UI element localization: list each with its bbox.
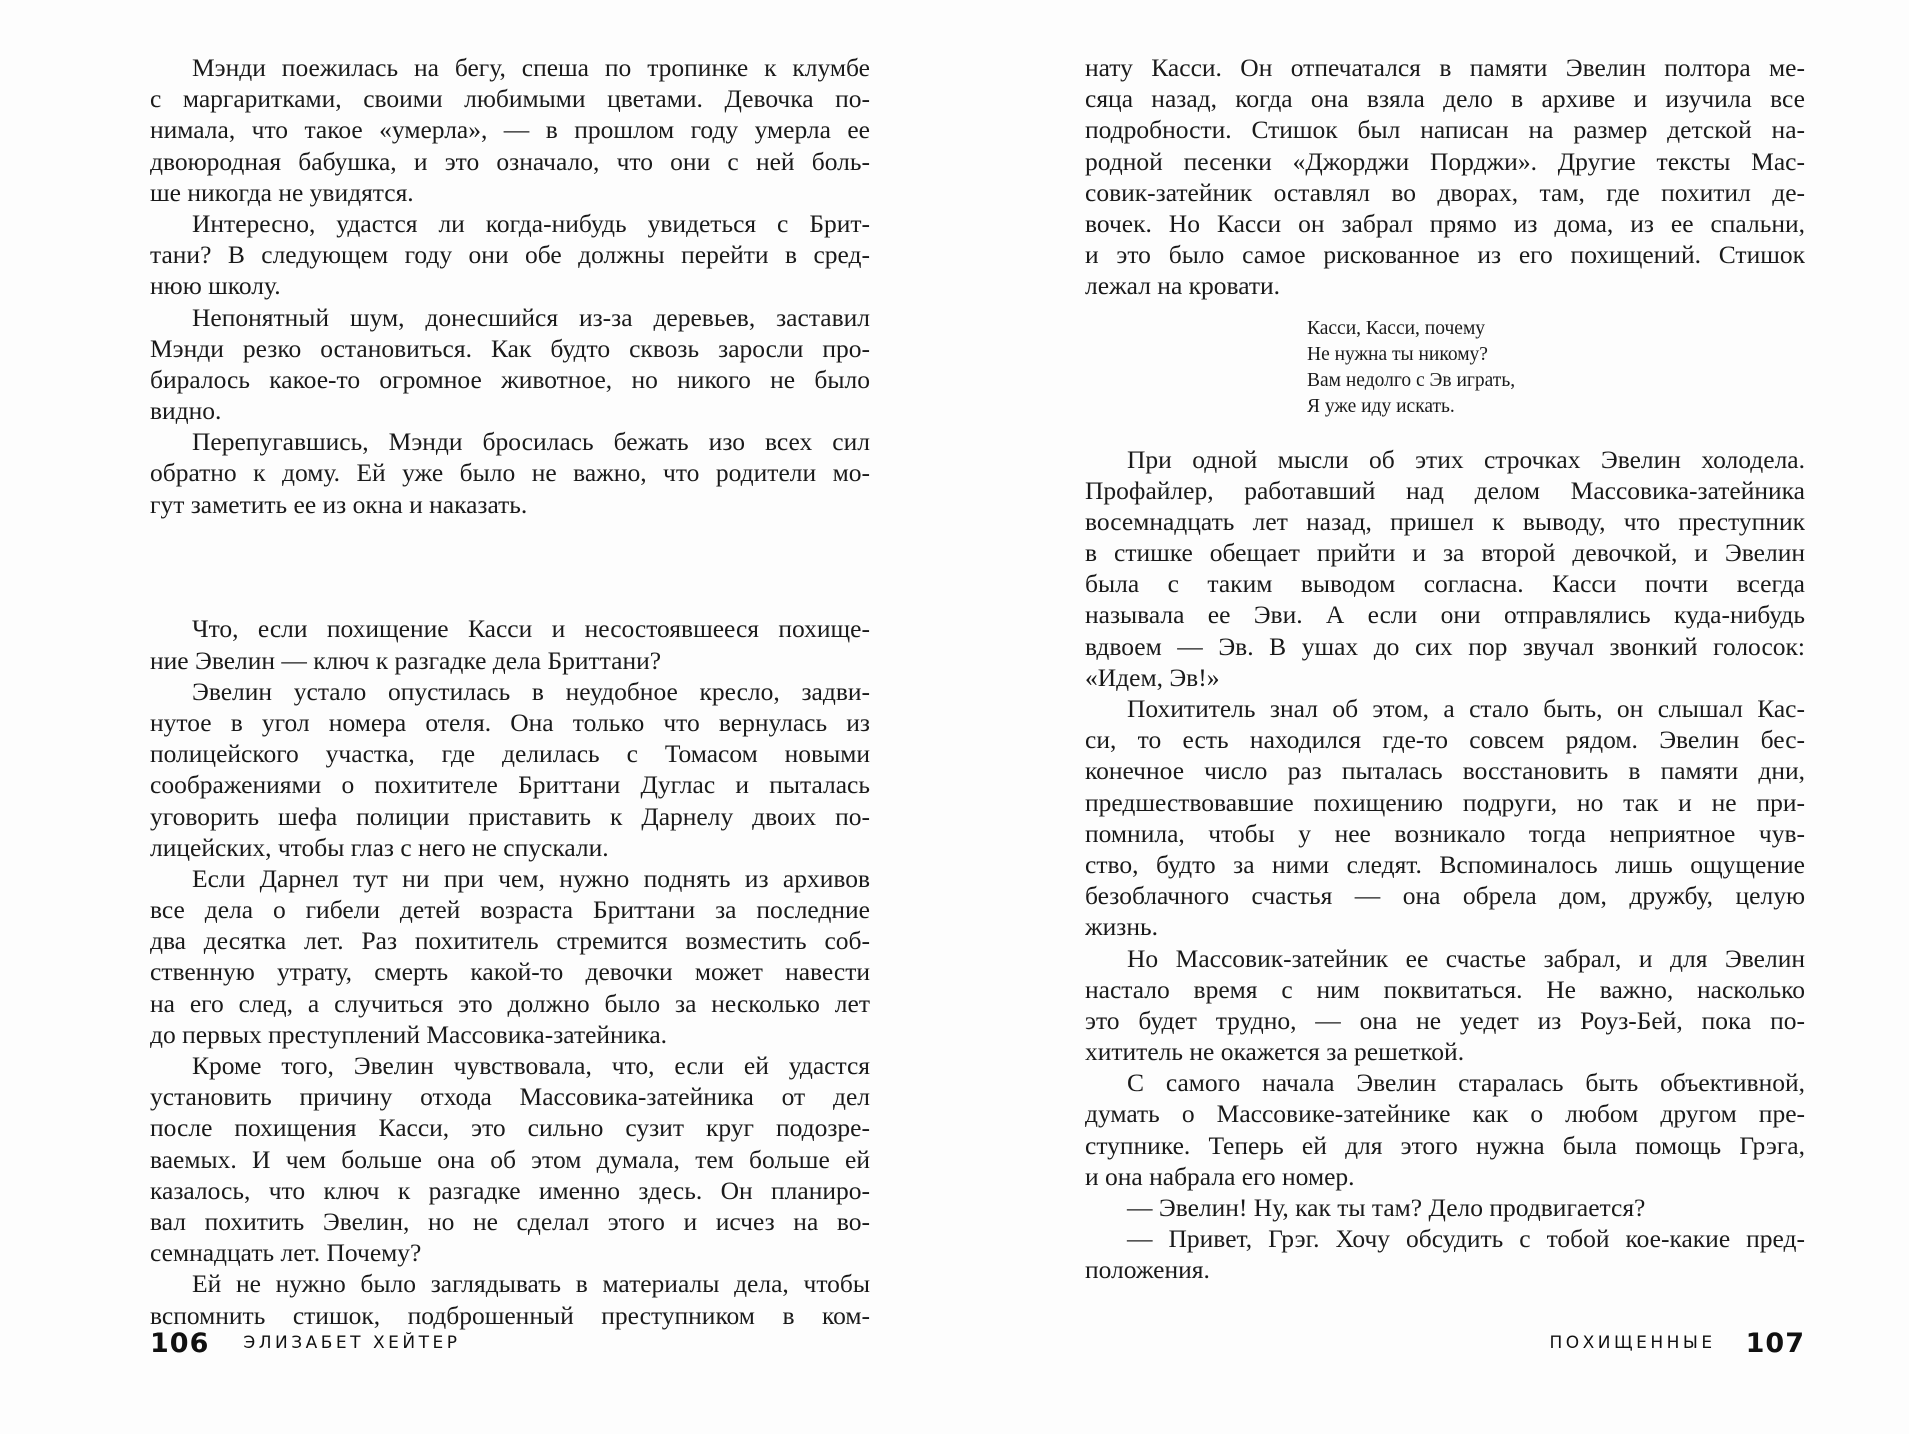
text-line: сяца назад, когда она взяла дело в архиве и изучила все	[1085, 84, 1805, 114]
text-line: вочек. Но Касси он забрал прямо из дома, из ее спальни,	[1085, 208, 1805, 238]
section-break	[150, 520, 870, 614]
poem	[1307, 316, 1805, 420]
text-line: помнила, чтобы у нее возникало тогда неприятное чув-	[1085, 818, 1805, 848]
left-page	[150, 52, 870, 1331]
text-line: При одной мысли об этих строчках Эвелин холодела.	[1127, 444, 1805, 474]
text-line: казалось, что ключ к разгадке именно здесь. Он планиро-	[150, 1175, 870, 1205]
text-line: си, то есть находился где-то совсем рядом. Эвелин бес-	[1085, 725, 1805, 755]
text-line: жизнь.	[1085, 912, 1158, 942]
running-head-title: ПОХИЩЕННЫЕ	[1549, 1333, 1716, 1353]
text-line: видно.	[150, 396, 222, 426]
text-line: думать о Массовике-затейнике как о любом другом пре-	[1085, 1099, 1805, 1129]
text-line: и она набрала его номер.	[1085, 1161, 1355, 1191]
text-line: называла ее Эви. А если они отправлялись куда-нибудь	[1085, 600, 1805, 630]
text-line: после похищения Касси, это сильно сузит круг подозре-	[150, 1113, 870, 1143]
text-line: все дела о гибели детей возраста Бриттани за последние	[150, 895, 870, 925]
text-line: — Эвелин! Ну, как ты там? Дело продвигается?	[1127, 1193, 1646, 1222]
text-line: Что, если похищение Касси и несостоявшееся похище-	[192, 614, 870, 644]
text-line: уговорить шефа полиции приставить к Дарнелу двоих по-	[150, 801, 870, 831]
left-page-footer	[150, 1328, 460, 1358]
text-line: в стишке обещает прийти и за второй девочкой, и Эвелин	[1085, 538, 1805, 568]
running-head-author: ЭЛИЗАБЕТ ХЕЙТЕР	[243, 1333, 461, 1353]
text-line: нюю школу.	[150, 271, 281, 301]
text-line: Профайлер, работавший над делом Массовика-затейника	[1085, 475, 1805, 505]
text-line: Если Дарнел тут ни при чем, нужно поднять из архивов	[192, 863, 870, 893]
text-line: восемнадцать лет назад, пришел к выводу, что преступник	[1085, 506, 1805, 536]
text-line: Интересно, удастся ли когда-нибудь увидеться с Брит-	[192, 208, 870, 238]
text-line: два десятка лет. Раз похититель стремится возместить соб-	[150, 926, 870, 956]
poem-line: Я уже иду искать.	[1307, 395, 1455, 417]
text-line: это будет трудно, — она не уедет из Роуз-Бей, пока по-	[1085, 1005, 1805, 1035]
text-line: ше никогда не увидятся.	[150, 177, 414, 207]
text-line: Мэнди поежилась на бегу, спеша по тропинке к клумбе	[192, 53, 870, 82]
text-line: нату Касси. Он отпечатался в памяти Эвелин полтора ме-	[1085, 53, 1805, 82]
text-line: вспомнить стишок, подброшенный преступником в ком-	[150, 1300, 870, 1330]
text-line: была с таким выводом согласна. Касси почти всегда	[1085, 569, 1805, 599]
text-line: нутое в угол номера отеля. Она только что вернулась из	[150, 707, 870, 737]
text-line: положения.	[1085, 1255, 1210, 1285]
text-line: совик-затейник оставлял во дворах, там, где похитил де-	[1085, 177, 1805, 207]
text-line: установить причину отхода Массовика-затейника от дел	[150, 1082, 870, 1112]
text-line: до первых преступлений Массовика-затейника.	[150, 1019, 668, 1049]
poem-line: Не нужна ты никому?	[1307, 343, 1488, 365]
text-line: лежал на кровати.	[1085, 271, 1281, 301]
text-line: на его след, а случиться это должно было за несколько лет	[150, 988, 870, 1018]
text-line: и это было самое рискованное из его похищений. Стишок	[1085, 240, 1805, 270]
poem-line: Касси, Касси, почему	[1307, 317, 1486, 339]
text-line: лицейских, чтобы глаз с него не спускали.	[150, 832, 609, 862]
text-line: ваемых. И чем больше она об этом думала, тем больше ей	[150, 1144, 870, 1174]
text-line: С самого начала Эвелин старалась быть объективной,	[1127, 1068, 1805, 1098]
text-line: хититель не окажется за решеткой.	[1085, 1037, 1465, 1067]
text-line: с маргаритками, своими любимыми цветами. Девочка по-	[150, 84, 870, 114]
text-line: предшествовавшие похищению подруги, но так и не при-	[1085, 787, 1805, 817]
text-line: Ей не нужно было заглядывать в материалы дела, чтобы	[192, 1269, 870, 1299]
text-line: ство, будто за ними следят. Вспоминалось лишь ощущение	[1085, 849, 1805, 879]
text-line: Кроме того, Эвелин чувствовала, что, если ей удастся	[192, 1051, 870, 1081]
text-line: Перепугавшись, Мэнди бросилась бежать изо всех сил	[192, 427, 870, 457]
text-line: нимала, что такое «умерла», — в прошлом году умерла ее	[150, 115, 870, 145]
text-line: вдвоем — Эв. В ушах до сих пор звучал звонкий голосок:	[1085, 631, 1805, 661]
text-line: подробности. Стишок был написан на размер детской на-	[1085, 115, 1805, 145]
right-page-footer	[1085, 1328, 1805, 1358]
page-number-left: 106	[150, 1327, 210, 1359]
text-line: семнадцать лет. Почему?	[150, 1238, 422, 1268]
text-line: Но Массовик-затейник ее счастье забрал, и для Эвелин	[1127, 943, 1805, 973]
text-line: ступнике. Теперь ей для этого нужна была помощь Грэга,	[1085, 1130, 1805, 1160]
text-line: — Привет, Грэг. Хочу обсудить с тобой кое-какие пред-	[1127, 1224, 1805, 1254]
text-line: биралось какое-то огромное животное, но никого не было	[150, 364, 870, 394]
text-line: ственную утрату, смерть какой-то девочки может навести	[150, 957, 870, 987]
text-line: соображениями о похитителе Бриттани Дуглас и пыталась	[150, 770, 870, 800]
text-line: тани? В следующем году они обе должны перейти в сред-	[150, 240, 870, 270]
text-line: полицейского участка, где делилась с Томасом новыми	[150, 739, 870, 769]
text-line: гут заметить ее из окна и наказать.	[150, 489, 528, 519]
right-page	[1085, 52, 1805, 1286]
poem-line: Вам недолго с Эв играть,	[1307, 369, 1516, 391]
text-line: Непонятный шум, донесшийся из-за деревьев, заставил	[192, 302, 870, 332]
text-line: Мэнди резко остановиться. Как будто сквозь заросли про-	[150, 333, 870, 363]
text-line: настало время с ним поквитаться. Не важно, насколько	[1085, 974, 1805, 1004]
right-page-text-after-poem	[1085, 444, 1805, 1286]
text-line: Эвелин устало опустилась в неудобное кресло, задви-	[192, 676, 870, 706]
text-line: Похититель знал об этом, а стало быть, он слышал Кас-	[1127, 694, 1805, 723]
text-line: двоюродная бабушка, и это означало, что они с ней боль-	[150, 146, 870, 176]
text-line: безоблачного счастья — она обрела дом, дружбу, целую	[1085, 881, 1805, 911]
text-line: обратно к дому. Ей уже было не важно, что родители мо-	[150, 458, 870, 488]
text-line: родной песенки «Джорджи Порджи». Другие тексты Мас-	[1085, 146, 1805, 176]
page-number-right: 107	[1745, 1327, 1805, 1359]
text-line: ние Эвелин — ключ к разгадке дела Бриттани?	[150, 645, 662, 675]
right-page-text-before-poem	[1085, 52, 1805, 302]
text-line: конечное число раз пыталась восстановить в памяти дни,	[1085, 756, 1805, 786]
text-line: «Идем, Эв!»	[1085, 662, 1220, 692]
text-line: вал похитить Эвелин, но не сделал этого и исчез на во-	[150, 1206, 870, 1236]
